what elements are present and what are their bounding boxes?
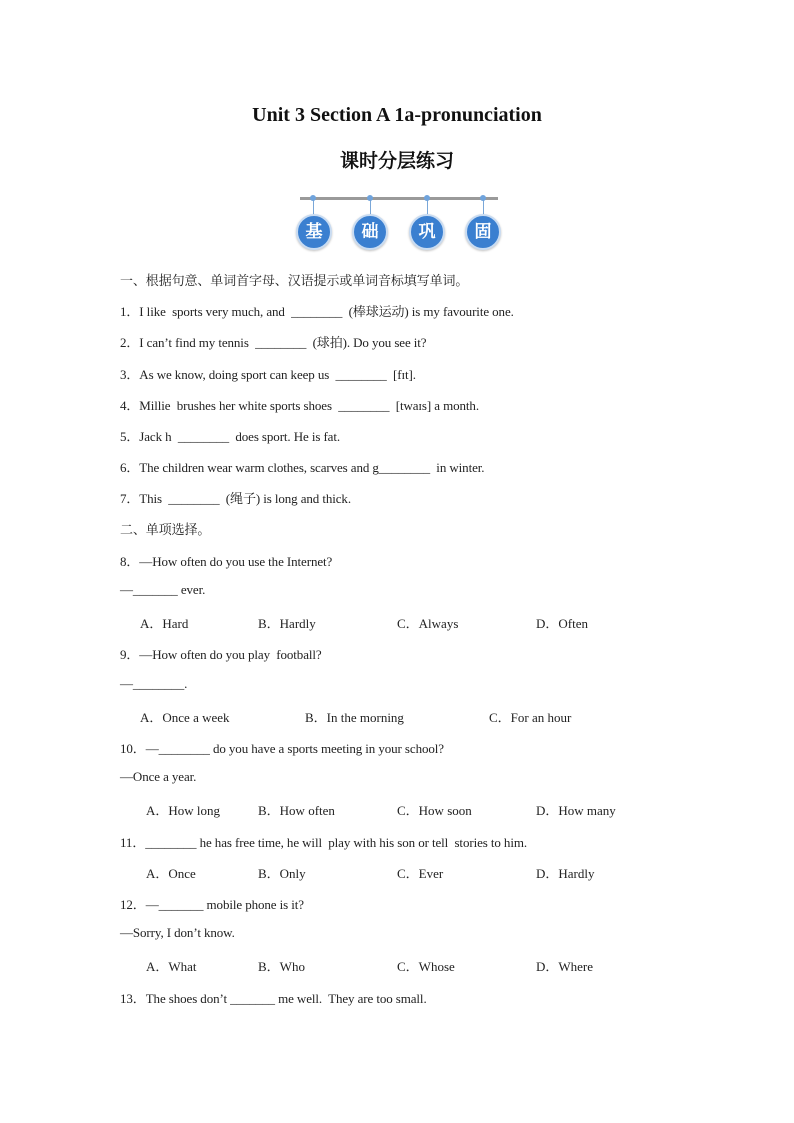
question-item: 9．—How often do you play football? [120, 647, 322, 662]
question-item: 12．—_______ mobile phone is it? [120, 897, 304, 912]
banner-bar [300, 197, 498, 200]
option: B．How often [258, 803, 335, 818]
page-subtitle: 课时分层练习 [339, 150, 454, 172]
banner-char: 基 [296, 214, 332, 250]
option: B．Hardly [258, 616, 316, 631]
banner-char: 巩 [409, 214, 445, 250]
banner-dot [424, 195, 430, 201]
option: A．Once a week [140, 710, 230, 725]
question-item: 3．As we know, doing sport can keep us ________ [fɪt]. [120, 367, 416, 382]
section-banner [294, 192, 504, 254]
option: C．How soon [397, 803, 472, 818]
answer-line: —Sorry, I don’t know. [120, 925, 235, 940]
question-item: 2．I can’t find my tennis ________ (球拍). Do you see it? [120, 335, 427, 350]
option: A．What [146, 959, 197, 974]
section-heading: 二、单项选择。 [120, 523, 211, 538]
option: A．Hard [140, 616, 189, 631]
question-item: 6．The children wear warm clothes, scarves and g________ in winter. [120, 460, 485, 475]
option: D．How many [536, 803, 616, 818]
banner-char: 础 [352, 214, 388, 250]
banner-dot [480, 195, 486, 201]
option: B．Only [258, 866, 306, 881]
option: B．Who [258, 959, 305, 974]
section-heading: 一、根据句意、单词首字母、汉语提示或单词音标填写单词。 [120, 274, 469, 289]
option: A．How long [146, 803, 221, 818]
question-item: 4．Millie brushes her white sports shoes ________ [twaɪs] a month. [120, 398, 479, 413]
question-item: 1．I like sports very much, and ________ (棒球运动) is my favourite one. [120, 304, 514, 319]
question-item: 11．________ he has free time, he will play with his son or tell stories to him. [120, 835, 527, 850]
option: D．Hardly [536, 866, 595, 881]
question-item: 7．This ________ (绳子) is long and thick. [120, 491, 351, 506]
question-item: 8．—How often do you use the Internet? [120, 554, 333, 569]
option: C．Whose [397, 959, 455, 974]
banner-char: 固 [465, 214, 501, 250]
question-item: 13．The shoes don’t _______ me well. They are too small. [120, 991, 427, 1006]
option: D．Where [536, 959, 594, 974]
option: A．Once [146, 866, 196, 881]
page-title: Unit 3 Section A 1a-pronunciation [252, 104, 542, 126]
answer-line: —Once a year. [120, 769, 197, 784]
option: C．For an hour [489, 710, 572, 725]
option: D．Often [536, 616, 588, 631]
question-item: 10．—________ do you have a sports meeting in your school? [120, 741, 444, 756]
answer-line: —________. [120, 676, 188, 691]
question-item: 5．Jack h ________ does sport. He is fat. [120, 429, 341, 444]
option: C．Always [397, 616, 459, 631]
banner-dot [367, 195, 373, 201]
banner-dot [310, 195, 316, 201]
option: C．Ever [397, 866, 444, 881]
answer-line: —_______ ever. [120, 582, 206, 597]
option: B．In the morning [305, 710, 404, 725]
